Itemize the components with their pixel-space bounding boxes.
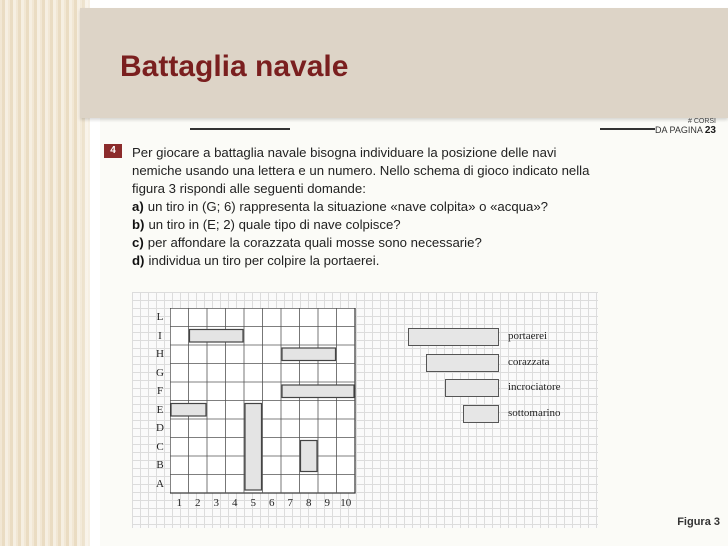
header-rule-right [600, 118, 655, 130]
col-label-9: 9 [324, 497, 330, 509]
exercise-text [132, 144, 602, 270]
col-label-7: 7 [287, 497, 293, 509]
header-rule-left [190, 118, 290, 130]
title-banner [80, 8, 728, 118]
question-c: c) per affondare la corazzata quali mosse sono necessarie? [132, 235, 482, 250]
row-label-E: E [156, 403, 164, 416]
col-label-10: 10 [340, 497, 352, 509]
col-label-5: 5 [250, 497, 256, 509]
legend-ship-portaerei [408, 328, 500, 346]
figure-caption: Figura 3 [677, 516, 720, 528]
ship-0 [190, 330, 244, 343]
page-reference-line1: # CORSI [687, 118, 716, 125]
row-label-H: H [156, 348, 164, 360]
row-label-A: A [156, 477, 164, 490]
ship-4 [245, 404, 262, 491]
ship-1 [282, 348, 336, 361]
row-label-C: C [156, 440, 164, 453]
question-a: a) un tiro in (G; 6) rappresenta la situazione «nave colpita» o «acqua»? [132, 199, 549, 214]
board-svg [170, 308, 360, 518]
ship-2 [282, 385, 354, 398]
page-reference-label: DA PAGINA [655, 125, 703, 135]
ship-3 [171, 404, 206, 417]
row-label-B: B [156, 459, 164, 471]
row-label-I: I [158, 329, 162, 342]
row-label-L: L [156, 311, 164, 323]
legend-label-portaerei: portaerei [508, 330, 548, 342]
page-reference [655, 118, 716, 135]
legend-label-corazzata: corazzata [508, 355, 550, 368]
question-b: b) un tiro in (E; 2) quale tipo di nave colpisce? [132, 217, 401, 232]
slide-title: Battaglia navale [120, 50, 349, 83]
row-label-G: G [156, 366, 164, 379]
col-label-6: 6 [269, 497, 275, 509]
legend-label-incrociatore: incrociatore [508, 381, 561, 393]
question-d: d) individua un tiro per colpire la portaerei. [132, 253, 380, 268]
exercise-number: 4 [104, 144, 122, 158]
col-label-1: 1 [176, 497, 182, 509]
legend-ship-corazzata [426, 354, 499, 372]
col-label-8: 8 [306, 497, 312, 509]
exercise-intro: Per giocare a battaglia navale bisogna individuare la posizione delle navi nemiche usando una lettera e un numero. Nello schema di gioco indicato nella figura 3 rispondi alle seguenti domande: [132, 145, 590, 196]
col-label-4: 4 [232, 497, 238, 509]
ship-5 [301, 441, 318, 472]
legend-ship-incrociatore [445, 379, 500, 397]
legend-label-sottomarino: sottomarino [508, 406, 561, 419]
row-label-F: F [156, 385, 164, 397]
row-label-D: D [156, 422, 164, 434]
legend-ship-sottomarino [463, 405, 499, 423]
page-reference-number: 23 [704, 125, 716, 136]
col-label-2: 2 [195, 497, 201, 509]
battleship-board [156, 308, 360, 523]
col-label-3: 3 [213, 497, 219, 509]
